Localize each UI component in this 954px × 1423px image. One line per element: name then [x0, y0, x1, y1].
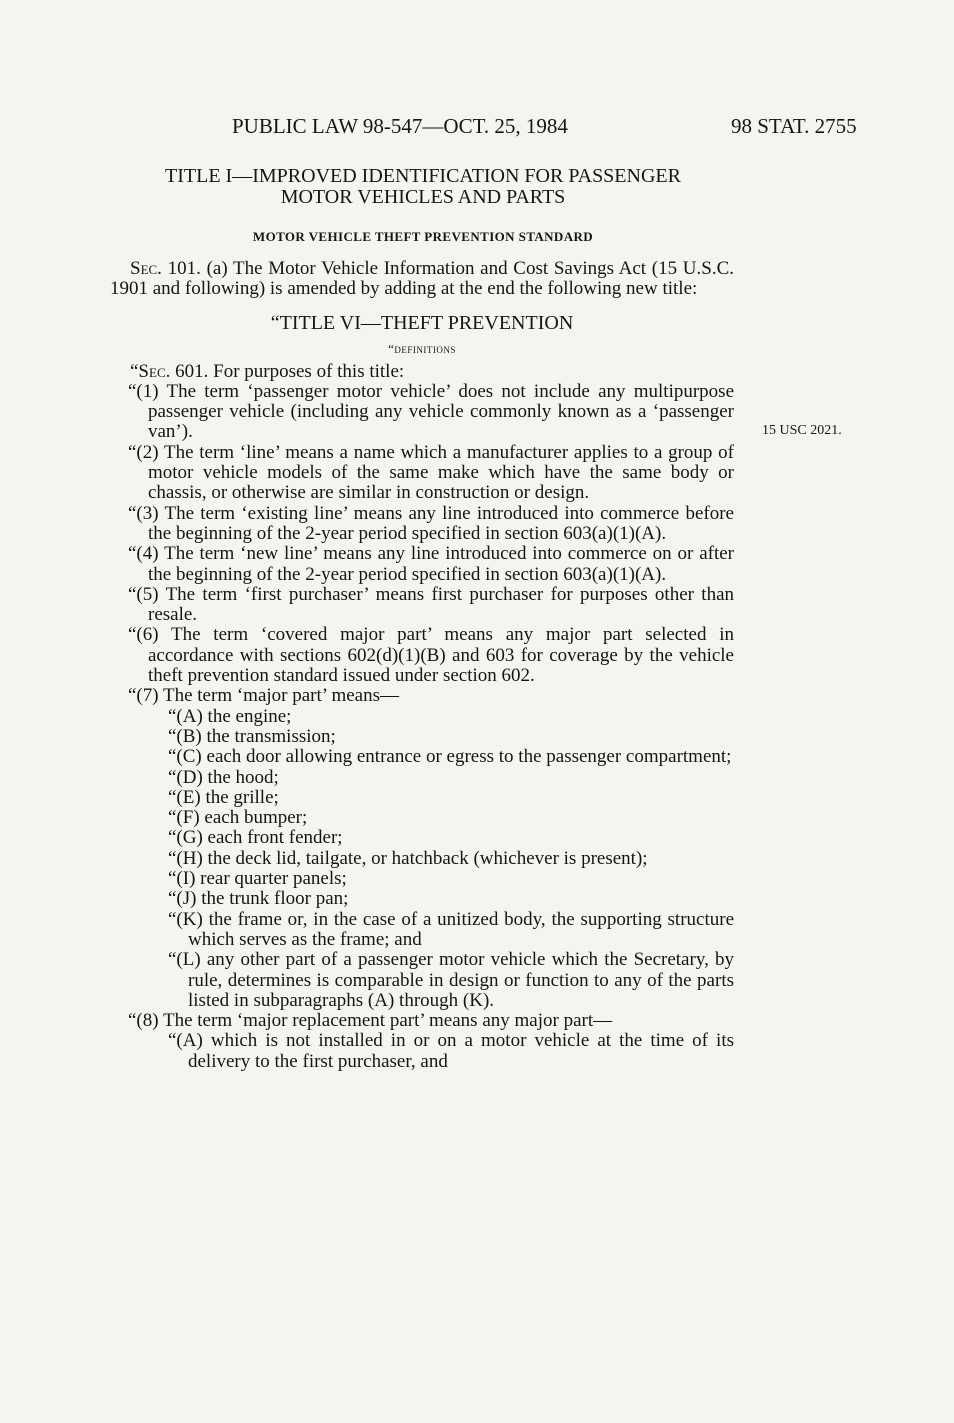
major-part-item: “(K) the frame or, in the case of a unitized body, the supporting structure which serves as the frame; and: [168, 908, 734, 950]
definition-paragraph: “(2) The term ‘line’ means a name which a manufacturer applies to a group of motor vehicle models of the same make which have the same body or chassis, or otherwise are similar in construction or design.: [128, 441, 734, 504]
body-text: [110, 259, 734, 1072]
title-heading-line-1: TITLE I—IMPROVED IDENTIFICATION FOR PASSENGER: [165, 165, 681, 187]
section-heading: MOTOR VEHICLE THEFT PREVENTION STANDARD: [252, 229, 594, 244]
major-part-item: “(L) any other part of a passenger motor vehicle which the Secretary, by rule, determines is comparable in design or function to any of the parts listed in subparagraphs (A) through (K).: [168, 949, 734, 1011]
major-part-item: “(I) rear quarter panels;: [168, 868, 347, 890]
section-601-text: For purposes of this title:: [208, 360, 405, 382]
major-part-item: “(H) the deck lid, tailgate, or hatchback (whichever is present);: [168, 847, 648, 869]
definition-paragraph: “(4) The term ‘new line’ means any line introduced into commerce on or after the beginning of the 2-year period specified in section 603(a)(1)(A).: [128, 543, 734, 585]
major-part-item: “(C) each door allowing entrance or egress to the passenger compartment;: [168, 746, 732, 768]
replacement-part-item: “(A) which is not installed in or on a motor vehicle at the time of its delivery to the first purchaser, and: [168, 1030, 734, 1072]
major-part-item: “(G) each front fender;: [168, 827, 343, 849]
definition-paragraph: “(1) The term ‘passenger motor vehicle’ does not include any multipurpose passenger vehicle (including any vehicle commonly known as a ‘passenger van’).: [128, 380, 734, 443]
section-101-text: (a) The Motor Vehicle Information and Cost Savings Act (15 U.S.C. 1901 and following) is amended by adding at the end the following new title:: [110, 258, 734, 300]
definitions-heading: “definitions: [388, 340, 456, 356]
major-part-item: “(B) the transmission;: [168, 725, 336, 747]
margin-note-usc: 15 USC 2021.: [762, 423, 842, 438]
major-part-item: “(A) the engine;: [168, 705, 292, 727]
title-heading-line-2: MOTOR VEHICLES AND PARTS: [280, 186, 566, 208]
section-101-paragraph: [110, 259, 734, 300]
major-part-item: “(D) the hood;: [168, 766, 279, 788]
new-title-heading: “TITLE VI—THEFT PREVENTION: [270, 311, 574, 334]
definition-paragraph: “(6) The term ‘covered major part’ means any major part selected in accordance with sections 602(d)(1)(B) and 603 for coverage by the vehicle theft prevention standard issued under section 602.: [128, 624, 734, 687]
running-header-public-law: PUBLIC LAW 98-547—OCT. 25, 1984: [232, 114, 568, 138]
major-part-item: “(E) the grille;: [168, 786, 279, 808]
definition-paragraph: “(7) The term ‘major part’ means—: [128, 685, 399, 707]
section-601-label: “Sec. 601.: [130, 360, 209, 382]
major-part-item: “(F) each bumper;: [168, 807, 308, 829]
running-header-stat-page: 98 STAT. 2755: [731, 114, 857, 138]
definition-paragraph: “(8) The term ‘major replacement part’ means any major part—: [128, 1010, 613, 1032]
major-part-item: “(J) the trunk floor pan;: [168, 888, 349, 910]
section-101-label: Sec. 101.: [130, 258, 201, 279]
definition-paragraph: “(5) The term ‘first purchaser’ means first purchaser for purposes other than resale.: [128, 583, 734, 626]
section-601-paragraph: [110, 362, 734, 382]
definition-paragraph: “(3) The term ‘existing line’ means any line introduced into commerce before the beginning of the 2-year period specified in section 603(a)(1)(A).: [128, 502, 734, 544]
